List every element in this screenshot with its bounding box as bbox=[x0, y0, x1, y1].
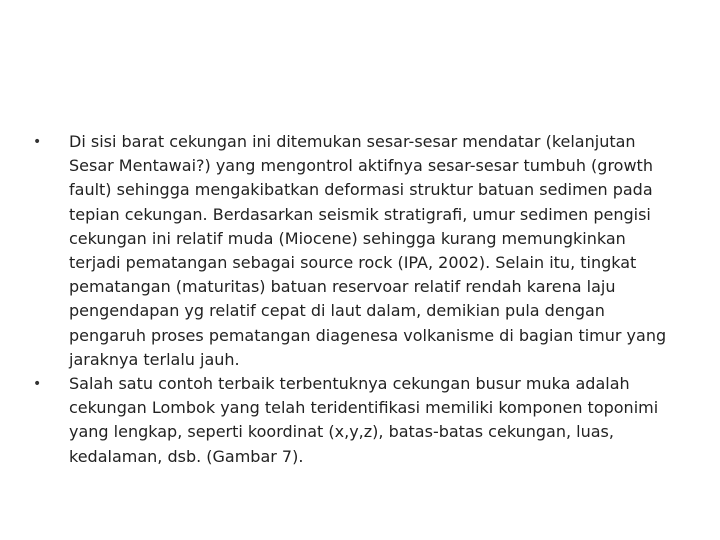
text-line: Sesar Mentawai?) yang mengontrol aktifnya sesar-sesar tumbuh (growth bbox=[69, 156, 653, 176]
text-line: pematangan (maturitas) batuan reservoar relatif rendah karena laju bbox=[69, 277, 616, 297]
bullet-list bbox=[33, 130, 683, 469]
text-line: jaraknya terlalu jauh. bbox=[69, 349, 240, 369]
slide-body bbox=[33, 130, 683, 469]
text-line: Salah satu contoh terbaik terbentuknya cekungan busur muka adalah bbox=[69, 374, 630, 394]
text-line: tepian cekungan. Berdasarkan seismik stratigrafi, umur sedimen pengisi bbox=[69, 204, 651, 224]
bullet-item-1 bbox=[33, 130, 683, 372]
text-line: cekungan ini relatif muda (Miocene) sehingga kurang memungkinkan bbox=[69, 228, 626, 248]
text-line: pengaruh proses pematangan diagenesa volkanisme di bagian timur yang bbox=[69, 325, 667, 345]
text-line: terjadi pematangan sebagai source rock (IPA, 2002). Selain itu, tingkat bbox=[69, 253, 637, 273]
text-line: cekungan Lombok yang telah teridentifikasi memiliki komponen toponimi bbox=[69, 398, 659, 418]
bullet-icon: • bbox=[33, 376, 42, 393]
text-line: yang lengkap, seperti koordinat (x,y,z), batas-batas cekungan, luas, bbox=[69, 422, 614, 442]
text-line: fault) sehingga mengakibatkan deformasi struktur batuan sedimen pada bbox=[69, 180, 653, 200]
text-line: kedalaman, dsb. (Gambar 7). bbox=[69, 446, 304, 466]
bullet-icon: • bbox=[33, 134, 42, 150]
text-line: Di sisi barat cekungan ini ditemukan sesar-sesar mendatar (kelanjutan bbox=[69, 132, 636, 151]
text-line: pengendapan yg relatif cepat di laut dalam, demikian pula dengan bbox=[69, 301, 605, 321]
bullet-item-2 bbox=[33, 372, 683, 469]
